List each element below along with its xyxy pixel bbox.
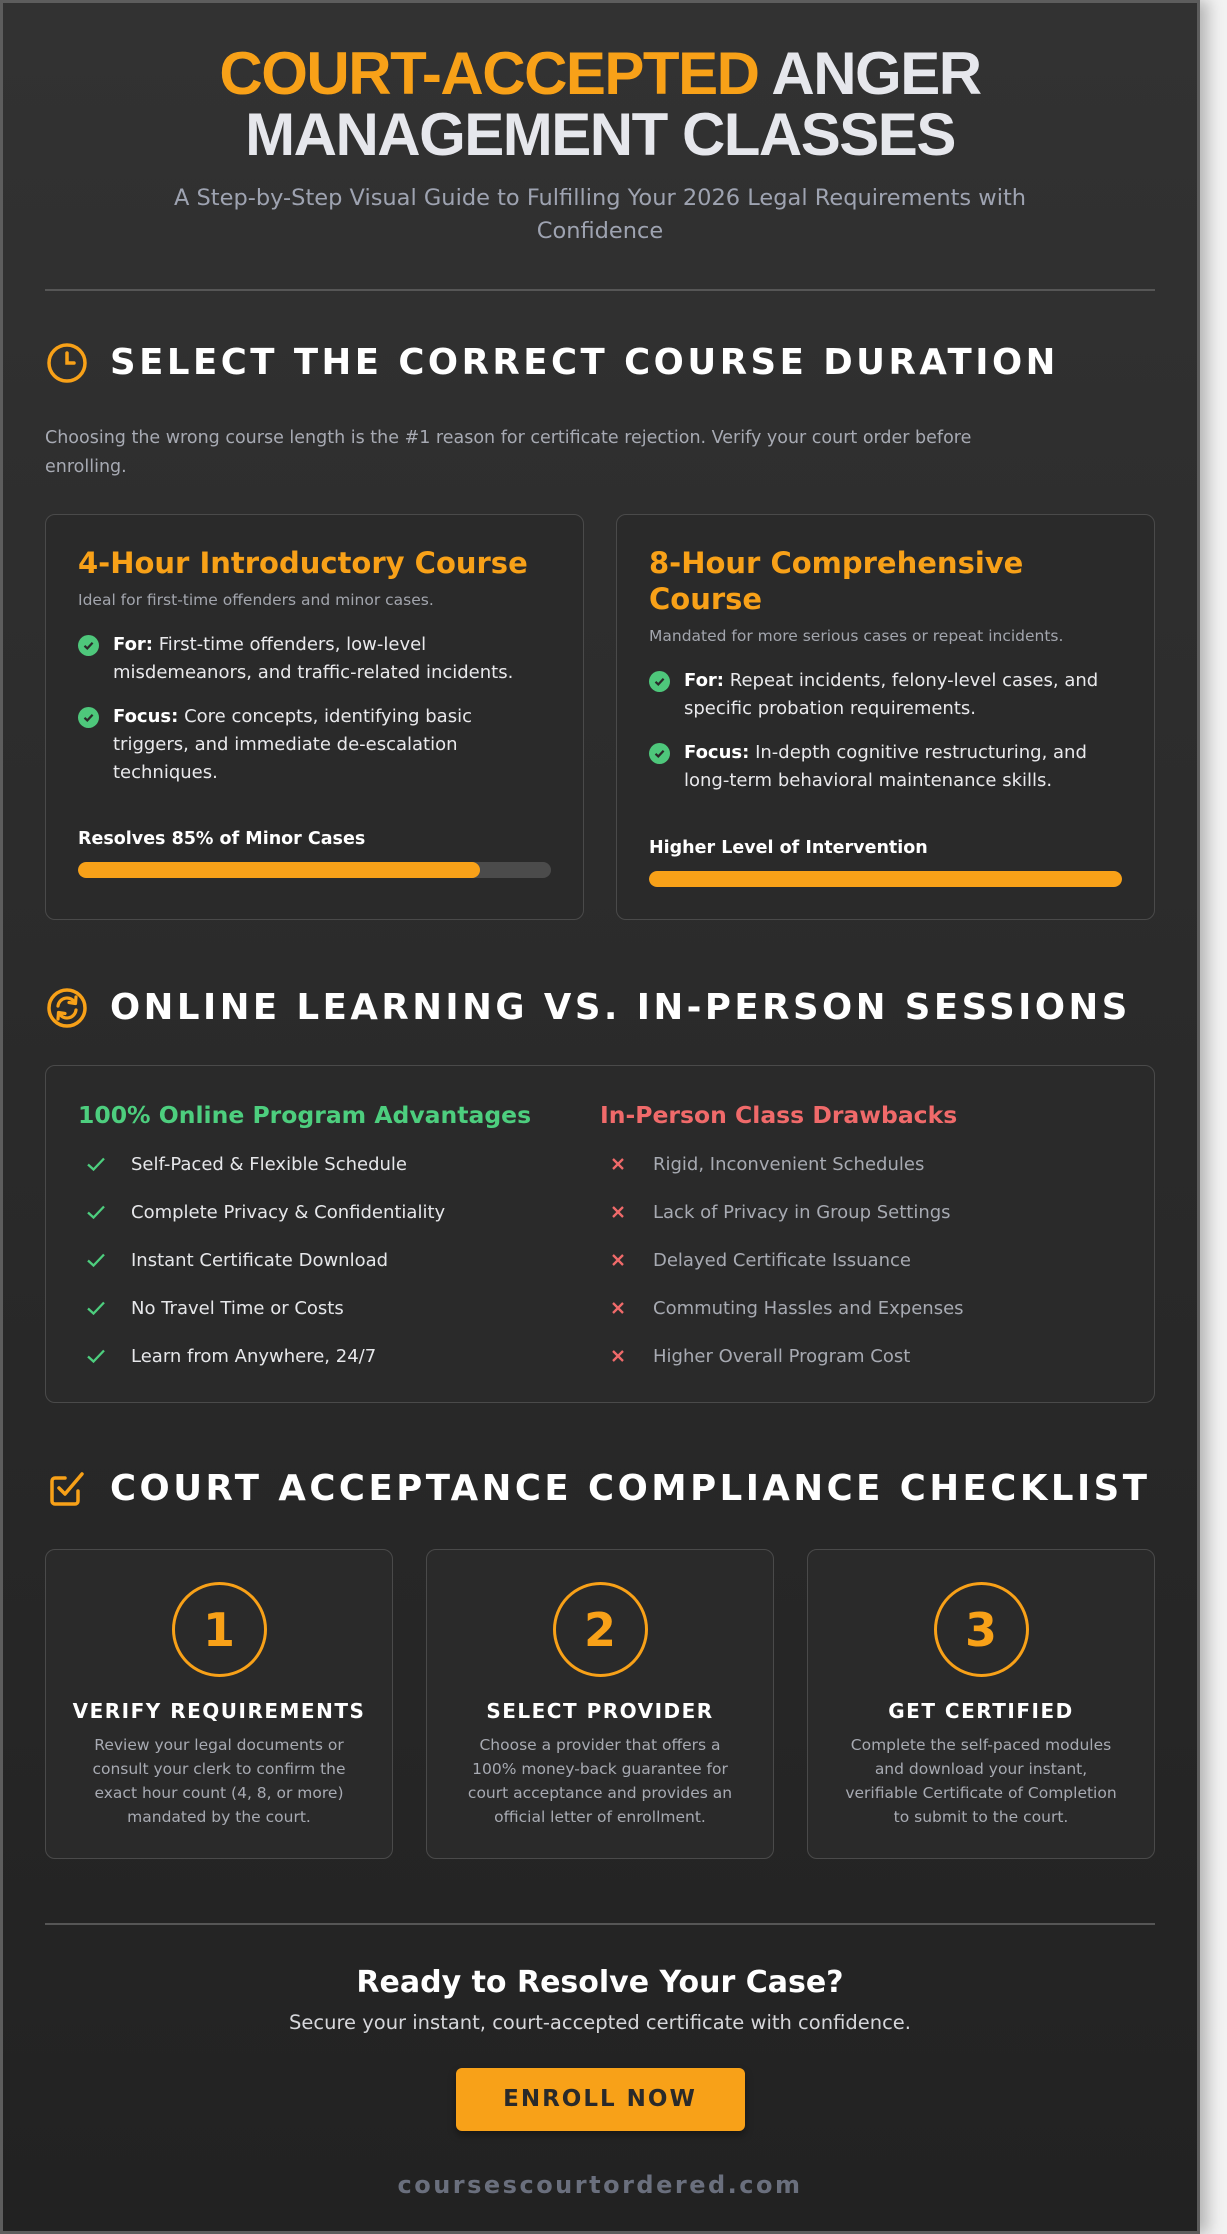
course-title: 4-Hour Introductory Course: [78, 546, 528, 580]
title-line2: MANAGEMENT CLASSES: [245, 101, 955, 168]
check-circle-icon: [649, 671, 670, 692]
page-subtitle: A Step-by-Step Visual Guide to Fulfilling Your 2026 Legal Requirements with Confidence: [173, 185, 1027, 244]
section-heading: [45, 341, 1155, 385]
con-text: Rigid, Inconvenient Schedules: [653, 1153, 925, 1175]
course-card-8-hour: [616, 514, 1155, 920]
check-circle-icon: [649, 743, 670, 764]
checkbox-icon: [45, 1467, 89, 1511]
step-text: Complete the self-paced modules and download your instant, verifiable Certificate of Completion to submit to the court.: [845, 1736, 1117, 1826]
pro-text: Self-Paced & Flexible Schedule: [131, 1153, 408, 1175]
pro-text: Learn from Anywhere, 24/7: [131, 1345, 377, 1367]
step-number: 3: [934, 1582, 1029, 1677]
cross-icon: [605, 1300, 631, 1316]
course-ideal: Ideal for first-time offenders and minor cases.: [78, 591, 434, 609]
title-rest: ANGER: [771, 40, 981, 107]
con-text: Delayed Certificate Issuance: [653, 1249, 911, 1271]
cross-icon: [605, 1252, 631, 1268]
cross-icon: [605, 1204, 631, 1220]
comparison-section: [45, 986, 1155, 1403]
pro-text: No Travel Time or Costs: [131, 1297, 344, 1319]
site-domain[interactable]: coursescourtordered.com: [397, 2171, 803, 2199]
step-title: GET CERTIFIED: [888, 1699, 1074, 1723]
for-text: Repeat incidents, felony-level cases, and specific probation requirements.: [684, 670, 1099, 719]
cross-icon: [605, 1348, 631, 1364]
section-heading: [45, 986, 1155, 1030]
meter-label: Higher Level of Intervention: [649, 838, 928, 858]
focus-text: In-depth cognitive restructuring, and long-term behavioral maintenance skills.: [684, 742, 1087, 791]
title-highlight: COURT-ACCEPTED: [219, 40, 759, 107]
cta-section: [45, 1965, 1155, 2199]
cta-heading: Ready to Resolve Your Case?: [356, 1965, 844, 2000]
step-card: [807, 1549, 1155, 1859]
con-item: [600, 1140, 1122, 1188]
con-item: [600, 1188, 1122, 1236]
step-number: 2: [553, 1582, 648, 1677]
course-focus-item: [78, 703, 551, 787]
check-circle-icon: [78, 707, 99, 728]
check-icon: [83, 1348, 109, 1364]
step-title: VERIFY REQUIREMENTS: [72, 1699, 366, 1723]
pro-item: [78, 1236, 600, 1284]
step-card: [45, 1549, 393, 1859]
for-text: First-time offenders, low-level misdemeanors, and traffic-related incidents.: [113, 634, 514, 683]
divider: [45, 1923, 1155, 1925]
cons-title: In-Person Class Drawbacks: [600, 1101, 958, 1129]
check-icon: [83, 1156, 109, 1172]
meter-fill: [78, 862, 480, 878]
hero-header: [45, 3, 1155, 248]
meter-fill: [649, 871, 1122, 887]
pros-title: 100% Online Program Advantages: [78, 1101, 532, 1129]
con-text: Higher Overall Program Cost: [653, 1345, 911, 1367]
pro-item: [78, 1140, 600, 1188]
enroll-now-button[interactable]: ENROLL NOW: [456, 2068, 745, 2131]
check-icon: [83, 1252, 109, 1268]
course-card-4-hour: [45, 514, 584, 920]
clock-icon: [45, 341, 89, 385]
course-focus-item: [649, 739, 1122, 795]
checklist-heading: COURT ACCEPTANCE COMPLIANCE CHECKLIST: [110, 1468, 1151, 1509]
meter-track: [78, 862, 551, 878]
page-title: [45, 40, 1155, 168]
comparison-card: [45, 1065, 1155, 1403]
duration-intro: Choosing the wrong course length is the #1 reason for certificate rejection. Verify your court order before enrolling.: [45, 428, 972, 477]
for-label: For:: [113, 634, 154, 655]
step-text: Choose a provider that offers a 100% money-back guarantee for court acceptance and provides an official letter of enrollment.: [467, 1736, 733, 1826]
course-ideal: Mandated for more serious cases or repeat incidents.: [649, 627, 1064, 645]
divider: [45, 289, 1155, 291]
pro-item: [78, 1188, 600, 1236]
pro-item: [78, 1284, 600, 1332]
cross-icon: [605, 1156, 631, 1172]
cons-column: [600, 1100, 1122, 1368]
focus-text: Core concepts, identifying basic triggers, and immediate de-escalation techniques.: [113, 706, 472, 783]
pros-column: [78, 1100, 600, 1368]
check-circle-icon: [78, 635, 99, 656]
course-for-item: [649, 667, 1122, 723]
section-heading: [45, 1467, 1155, 1511]
checklist-section: [45, 1467, 1155, 1859]
focus-label: Focus:: [684, 742, 750, 763]
con-item: [600, 1236, 1122, 1284]
sync-icon: [45, 986, 89, 1030]
course-for-item: [78, 631, 551, 687]
check-icon: [83, 1204, 109, 1220]
step-title: SELECT PROVIDER: [486, 1699, 714, 1723]
step-card: [426, 1549, 774, 1859]
pro-text: Complete Privacy & Confidentiality: [131, 1201, 446, 1223]
comparison-heading: ONLINE LEARNING VS. IN-PERSON SESSIONS: [110, 987, 1131, 1028]
con-item: [600, 1284, 1122, 1332]
course-meter: [649, 838, 1122, 887]
meter-label: Resolves 85% of Minor Cases: [78, 829, 366, 849]
duration-section: [45, 341, 1155, 920]
step-text: Review your legal documents or consult your clerk to confirm the exact hour count (4, 8, or more) mandated by the court.: [92, 1736, 346, 1826]
con-text: Lack of Privacy in Group Settings: [653, 1201, 951, 1223]
focus-label: Focus:: [113, 706, 179, 727]
cta-subheading: Secure your instant, court-accepted certificate with confidence.: [288, 2011, 912, 2034]
for-label: For:: [684, 670, 725, 691]
con-item: [600, 1332, 1122, 1380]
step-number: 1: [172, 1582, 267, 1677]
meter-track: [649, 871, 1122, 887]
pro-text: Instant Certificate Download: [131, 1249, 389, 1271]
pro-item: [78, 1332, 600, 1380]
check-icon: [83, 1300, 109, 1316]
course-meter: [78, 829, 551, 878]
course-title: 8-Hour Comprehensive Course: [649, 546, 1024, 616]
con-text: Commuting Hassles and Expenses: [653, 1297, 964, 1319]
duration-heading: SELECT THE CORRECT COURSE DURATION: [110, 342, 1059, 383]
